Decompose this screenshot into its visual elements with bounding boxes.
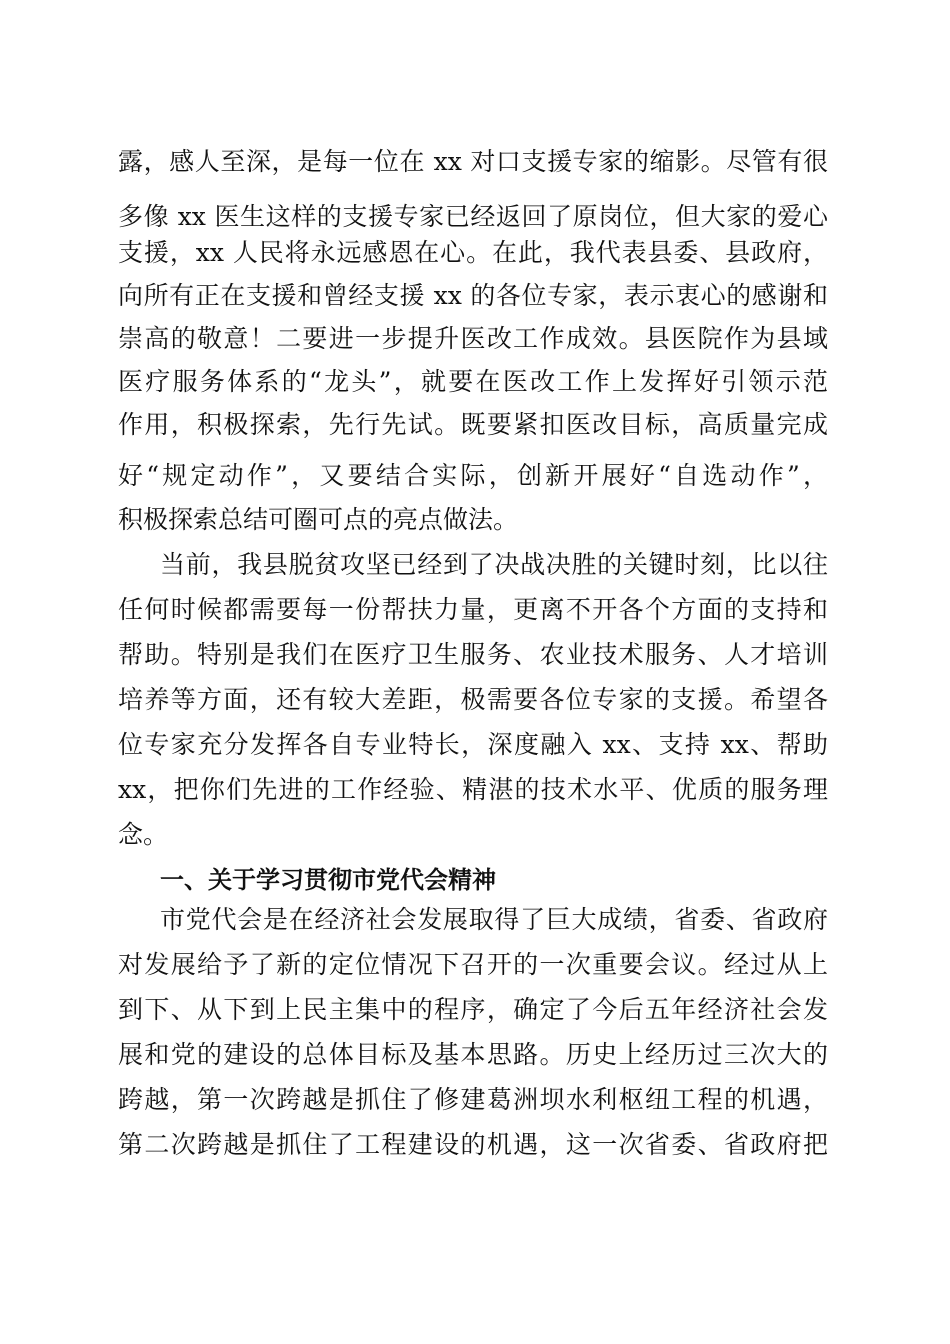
paragraph-2-line-5: 位专家充分发挥各自专业特长，深度融入 xx、支持 xx、帮助 <box>118 730 828 759</box>
paragraph-1-line-2: 多像 xx 医生这样的支援专家已经返回了原岗位，但大家的爱心 <box>118 202 828 231</box>
paragraph-2-line-7: 念。 <box>118 820 169 849</box>
paragraph-3-line-4: 展和党的建设的总体目标及基本思路。历史上经历过三次大的 <box>118 1040 828 1069</box>
paragraph-2-line-2: 任何时候都需要每一份帮扶力量，更离不开各个方面的支持和 <box>118 595 828 624</box>
paragraph-1-line-4: 向所有正在支援和曾经支援 xx 的各位专家，表示衷心的感谢和 <box>118 281 828 310</box>
paragraph-2-line-6: xx，把你们先进的工作经验、精湛的技术水平、优质的服务理 <box>118 775 828 804</box>
paragraph-1-line-6: 医疗服务体系的“龙头”，就要在医改工作上发挥好引领示范 <box>118 367 828 396</box>
paragraph-1-line-3: 支援，xx 人民将永远感恩在心。在此，我代表县委、县政府， <box>118 238 828 267</box>
paragraph-3-line-1: 市党代会是在经济社会发展取得了巨大成绩，省委、省政府 <box>160 905 828 934</box>
paragraph-1-line-1: 露，感人至深，是每一位在 xx 对口支援专家的缩影。尽管有很 <box>118 147 828 176</box>
paragraph-2-line-4: 培养等方面，还有较大差距，极需要各位专家的支援。希望各 <box>118 685 828 714</box>
paragraph-1-line-5: 崇高的敬意！二要进一步提升医改工作成效。县医院作为县域 <box>118 324 828 353</box>
paragraph-3-line-3: 到下、从下到上民主集中的程序，确定了今后五年经济社会发 <box>118 995 828 1024</box>
paragraph-1-line-7: 作用，积极探索，先行先试。既要紧扣医改目标，高质量完成 <box>118 410 828 439</box>
paragraph-3-line-2: 对发展给予了新的定位情况下召开的一次重要会议。经过从上 <box>118 950 828 979</box>
paragraph-1-line-9: 积极探索总结可圈可点的亮点做法。 <box>118 505 519 534</box>
paragraph-2-line-3: 帮助。特别是我们在医疗卫生服务、农业技术服务、人才培训 <box>118 640 828 669</box>
paragraph-3-line-6: 第二次跨越是抓住了工程建设的机遇，这一次省委、省政府把 <box>118 1130 828 1159</box>
paragraph-1-line-8: 好“规定动作”，又要结合实际，创新开展好“自选动作”， <box>118 461 828 490</box>
paragraph-2-line-1: 当前，我县脱贫攻坚已经到了决战决胜的关键时刻，比以往 <box>160 550 828 579</box>
section-heading: 一、关于学习贯彻市党代会精神 <box>160 866 496 894</box>
paragraph-3-line-5: 跨越，第一次跨越是抓住了修建葛洲坝水利枢纽工程的机遇， <box>118 1085 828 1114</box>
